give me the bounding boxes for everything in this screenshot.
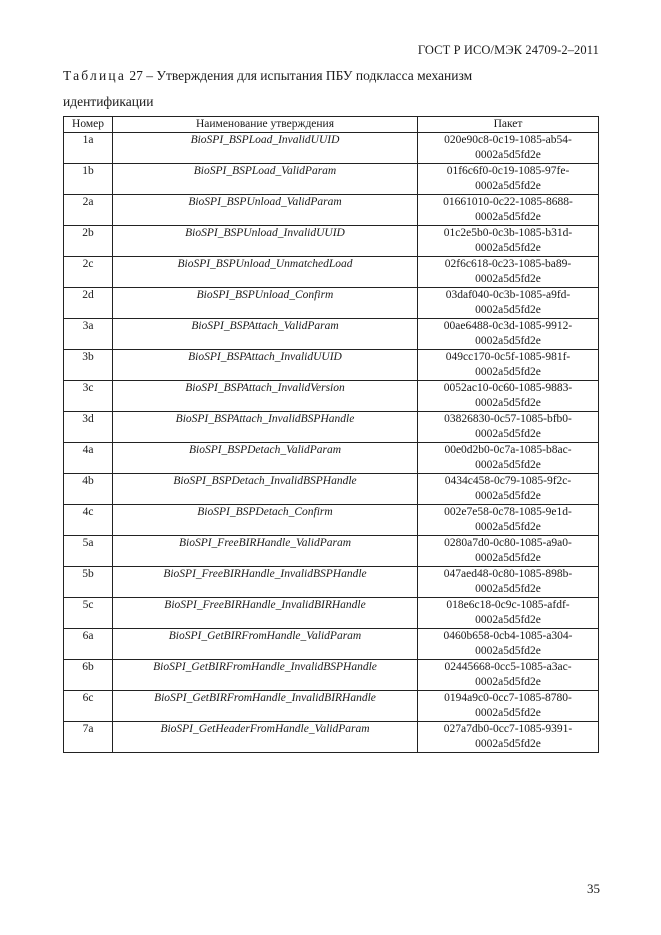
packet-id-part2: 0002a5d5fd2e xyxy=(475,335,541,347)
packet-id-part2: 0002a5d5fd2e xyxy=(475,521,541,533)
assertion-name: BioSPI_FreeBIRHandle_InvalidBSPHandle xyxy=(113,567,418,598)
packet-id-part2: 0002a5d5fd2e xyxy=(475,149,541,161)
table-row xyxy=(64,505,599,536)
row-number: 6c xyxy=(64,691,113,722)
assertion-name: BioSPI_BSPUnload_Confirm xyxy=(113,288,418,319)
row-number: 2c xyxy=(64,257,113,288)
packet-id-part1: 03826830-0c57-1085-bfb0- xyxy=(444,413,572,425)
table-row xyxy=(64,350,599,381)
packet-cell xyxy=(418,505,599,536)
caption-label: Таблица xyxy=(63,68,127,83)
packet-id-part1: 027a7db0-0cc7-1085-9391- xyxy=(443,723,573,735)
packet-id-part1: 049cc170-0c5f-1085-981f- xyxy=(445,351,571,363)
packet-id-part2: 0002a5d5fd2e xyxy=(475,366,541,378)
packet-id-part1: 03daf040-0c3b-1085-a9fd- xyxy=(445,289,571,301)
assertion-name: BioSPI_GetHeaderFromHandle_ValidParam xyxy=(113,722,418,753)
packet-id-part1: 0434c458-0c79-1085-9f2c- xyxy=(444,475,572,487)
table-row xyxy=(64,691,599,722)
row-number: 5a xyxy=(64,536,113,567)
packet-id-part2: 0002a5d5fd2e xyxy=(475,490,541,502)
packet-id-part1: 01661010-0c22-1085-8688- xyxy=(443,196,573,208)
table-row xyxy=(64,567,599,598)
packet-cell xyxy=(418,598,599,629)
table-body xyxy=(64,133,599,753)
packet-id-part2: 0002a5d5fd2e xyxy=(475,583,541,595)
packet-cell xyxy=(418,226,599,257)
row-number: 6a xyxy=(64,629,113,660)
assertion-name: BioSPI_BSPUnload_ValidParam xyxy=(113,195,418,226)
packet-id-part2: 0002a5d5fd2e xyxy=(475,459,541,471)
packet-id-part2: 0002a5d5fd2e xyxy=(475,552,541,564)
packet-id-part1: 0194a9c0-0cc7-1085-8780- xyxy=(444,692,572,704)
assertions-table xyxy=(63,116,599,753)
table-row xyxy=(64,226,599,257)
table-row xyxy=(64,443,599,474)
caption-text: 27 – Утверждения для испытания ПБУ подкласса механизм xyxy=(126,68,473,83)
page-number: 35 xyxy=(587,881,600,896)
packet-id-part1: 01c2e5b0-0c3b-1085-b31d- xyxy=(443,227,573,239)
packet-id-part1: 018e6c18-0c9c-1085-afdf- xyxy=(446,599,570,611)
column-header-number: Номер xyxy=(64,117,113,133)
packet-cell xyxy=(418,319,599,350)
table-row xyxy=(64,474,599,505)
table-row xyxy=(64,629,599,660)
assertion-name: BioSPI_BSPAttach_InvalidUUID xyxy=(113,350,418,381)
packet-id-part1: 01f6c6f0-0c19-1085-97fe- xyxy=(446,165,570,177)
row-number: 3a xyxy=(64,319,113,350)
assertion-name: BioSPI_BSPUnload_UnmatchedLoad xyxy=(113,257,418,288)
row-number: 3c xyxy=(64,381,113,412)
packet-id-part1: 00ae6488-0c3d-1085-9912- xyxy=(443,320,573,332)
packet-cell xyxy=(418,660,599,691)
row-number: 6b xyxy=(64,660,113,691)
column-header-name: Наименование утверждения xyxy=(113,117,418,133)
packet-id-part1: 047aed48-0c80-1085-898b- xyxy=(443,568,573,580)
assertion-name: BioSPI_FreeBIRHandle_InvalidBIRHandle xyxy=(113,598,418,629)
packet-id-part2: 0002a5d5fd2e xyxy=(475,707,541,719)
table-row xyxy=(64,536,599,567)
packet-cell xyxy=(418,722,599,753)
packet-id-part2: 0002a5d5fd2e xyxy=(475,273,541,285)
assertion-name: BioSPI_BSPDetach_InvalidBSPHandle xyxy=(113,474,418,505)
packet-cell xyxy=(418,412,599,443)
packet-id-part2: 0002a5d5fd2e xyxy=(475,242,541,254)
table-row xyxy=(64,412,599,443)
assertion-name: BioSPI_GetBIRFromHandle_InvalidBIRHandle xyxy=(113,691,418,722)
row-number: 7a xyxy=(64,722,113,753)
packet-cell xyxy=(418,567,599,598)
packet-cell xyxy=(418,443,599,474)
table-row xyxy=(64,660,599,691)
packet-cell xyxy=(418,195,599,226)
table-row xyxy=(64,257,599,288)
table-row xyxy=(64,722,599,753)
packet-cell xyxy=(418,350,599,381)
row-number: 3b xyxy=(64,350,113,381)
standard-header: ГОСТ Р ИСО/МЭК 24709-2–2011 xyxy=(417,43,599,57)
row-number: 5b xyxy=(64,567,113,598)
packet-id-part2: 0002a5d5fd2e xyxy=(475,428,541,440)
packet-cell xyxy=(418,474,599,505)
assertion-name: BioSPI_BSPLoad_ValidParam xyxy=(113,164,418,195)
packet-id-part2: 0002a5d5fd2e xyxy=(475,645,541,657)
packet-id-part2: 0002a5d5fd2e xyxy=(475,180,541,192)
row-number: 1a xyxy=(64,133,113,164)
assertion-name: BioSPI_GetBIRFromHandle_InvalidBSPHandle xyxy=(113,660,418,691)
assertion-name: BioSPI_BSPUnload_InvalidUUID xyxy=(113,226,418,257)
table-caption xyxy=(63,63,603,115)
packet-cell xyxy=(418,629,599,660)
table-row xyxy=(64,164,599,195)
packet-id-part2: 0002a5d5fd2e xyxy=(475,614,541,626)
packet-id-part1: 00e0d2b0-0c7a-1085-b8ac- xyxy=(444,444,572,456)
row-number: 2a xyxy=(64,195,113,226)
packet-id-part1: 0460b658-0cb4-1085-a304- xyxy=(443,630,573,642)
assertion-name: BioSPI_FreeBIRHandle_ValidParam xyxy=(113,536,418,567)
table-row xyxy=(64,133,599,164)
row-number: 3d xyxy=(64,412,113,443)
packet-cell xyxy=(418,536,599,567)
packet-id-part1: 02f6c618-0c23-1085-ba89- xyxy=(444,258,572,270)
row-number: 2d xyxy=(64,288,113,319)
table-row xyxy=(64,195,599,226)
packet-id-part2: 0002a5d5fd2e xyxy=(475,738,541,750)
packet-id-part1: 0052ac10-0c60-1085-9883- xyxy=(443,382,573,394)
table-header-row xyxy=(64,117,599,133)
assertion-name: BioSPI_BSPLoad_InvalidUUID xyxy=(113,133,418,164)
packet-id-part1: 0280a7d0-0c80-1085-a9a0- xyxy=(444,537,572,549)
packet-cell xyxy=(418,381,599,412)
packet-id-part2: 0002a5d5fd2e xyxy=(475,397,541,409)
table-row xyxy=(64,598,599,629)
assertion-name: BioSPI_BSPDetach_ValidParam xyxy=(113,443,418,474)
packet-id-part1: 020e90c8-0c19-1085-ab54- xyxy=(444,134,572,146)
row-number: 4a xyxy=(64,443,113,474)
column-header-packet: Пакет xyxy=(418,117,599,133)
assertion-name: BioSPI_BSPDetach_Confirm xyxy=(113,505,418,536)
packet-cell xyxy=(418,288,599,319)
row-number: 4b xyxy=(64,474,113,505)
packet-cell xyxy=(418,257,599,288)
table-row xyxy=(64,381,599,412)
table-row xyxy=(64,319,599,350)
assertion-name: BioSPI_GetBIRFromHandle_ValidParam xyxy=(113,629,418,660)
packet-id-part2: 0002a5d5fd2e xyxy=(475,676,541,688)
assertion-name: BioSPI_BSPAttach_ValidParam xyxy=(113,319,418,350)
row-number: 1b xyxy=(64,164,113,195)
packet-id-part1: 02445668-0cc5-1085-a3ac- xyxy=(444,661,572,673)
packet-cell xyxy=(418,691,599,722)
packet-id-part2: 0002a5d5fd2e xyxy=(475,304,541,316)
table-row xyxy=(64,288,599,319)
assertion-name: BioSPI_BSPAttach_InvalidBSPHandle xyxy=(113,412,418,443)
packet-id-part2: 0002a5d5fd2e xyxy=(475,211,541,223)
row-number: 5c xyxy=(64,598,113,629)
packet-id-part1: 002e7e58-0c78-1085-9e1d- xyxy=(444,506,572,518)
packet-cell xyxy=(418,133,599,164)
assertion-name: BioSPI_BSPAttach_InvalidVersion xyxy=(113,381,418,412)
caption-text-continued: идентификации xyxy=(63,94,154,109)
row-number: 4c xyxy=(64,505,113,536)
packet-cell xyxy=(418,164,599,195)
row-number: 2b xyxy=(64,226,113,257)
